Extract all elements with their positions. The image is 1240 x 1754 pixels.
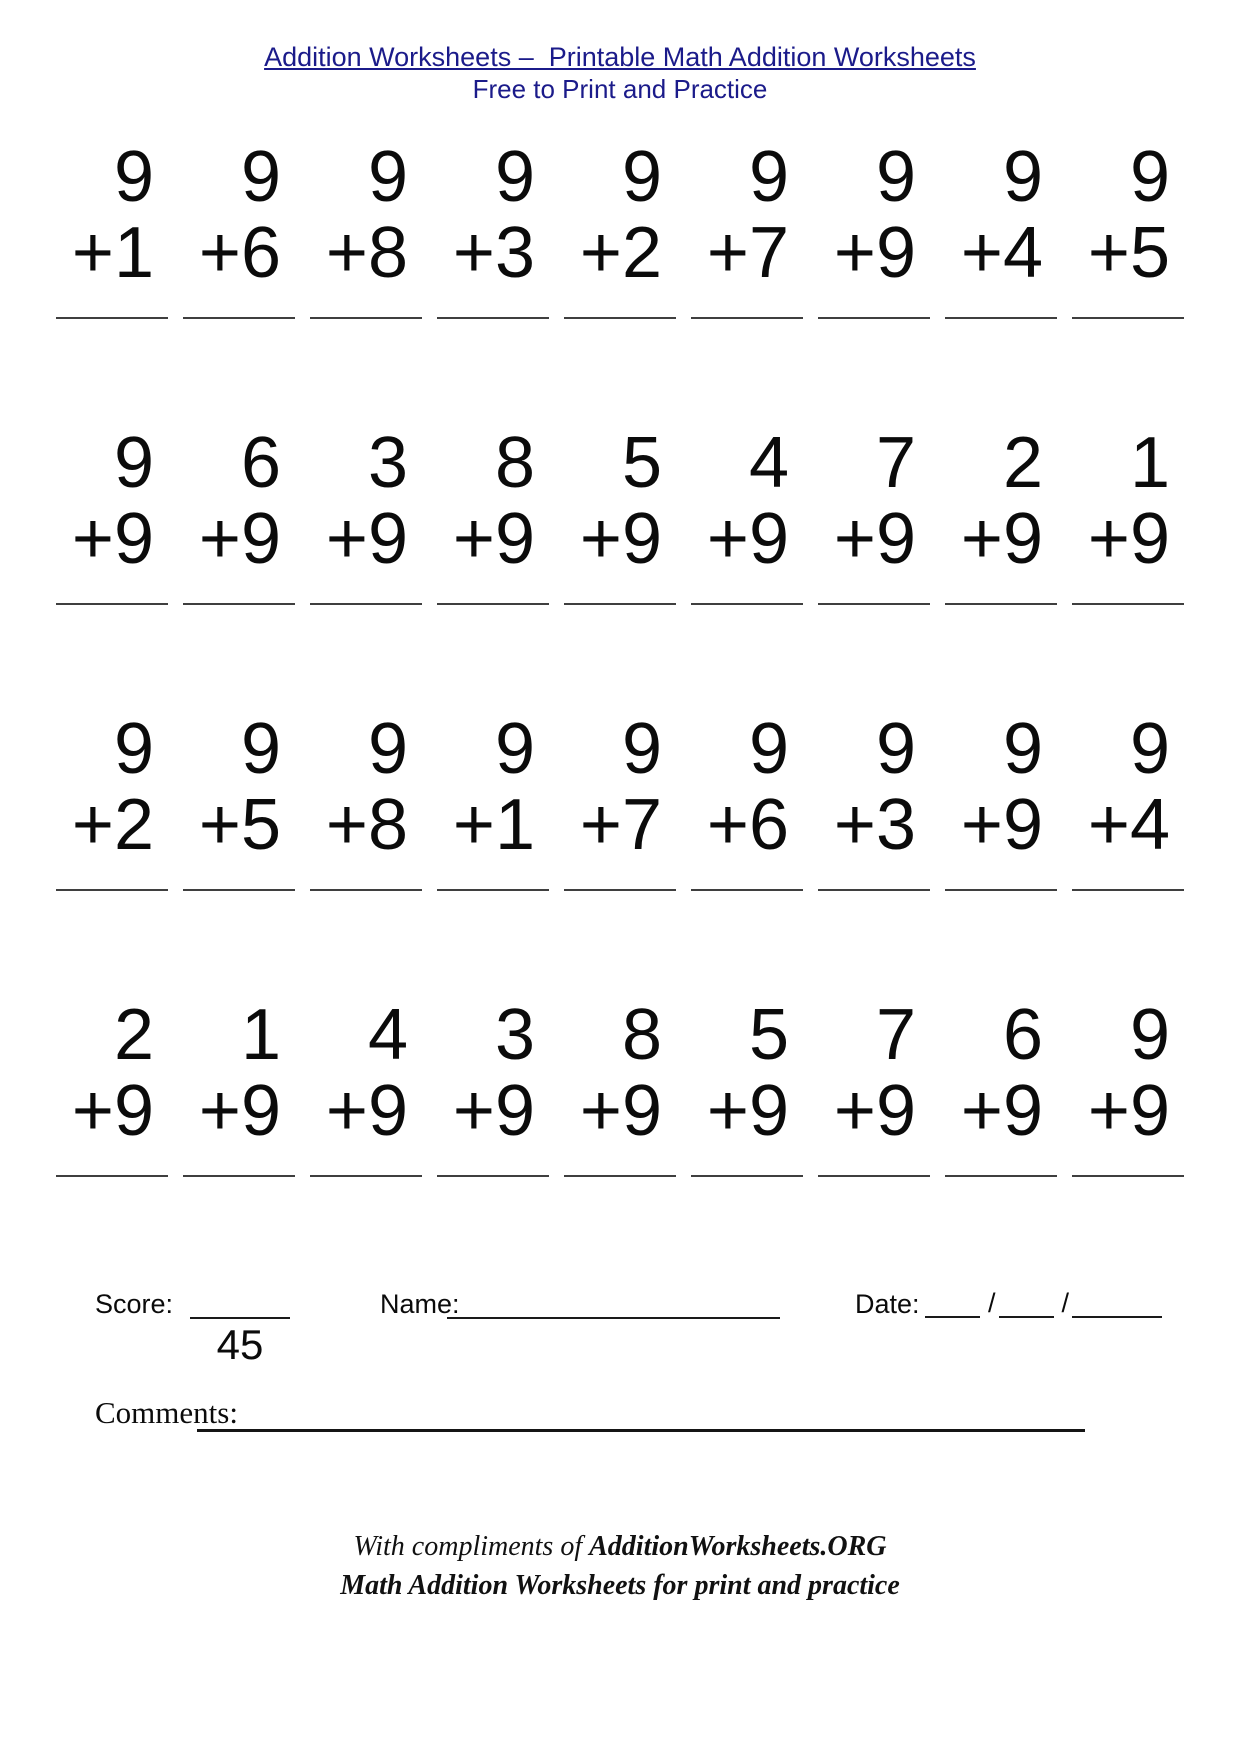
addend-bottom: 9 [875,498,916,579]
plus-sign: + [579,212,622,293]
answer-blank[interactable] [564,889,676,891]
answer-blank[interactable] [437,603,549,605]
addend-bottom-row [1072,1070,1184,1151]
answer-blank[interactable] [691,1175,803,1177]
addend-bottom-row [310,498,422,579]
addend-top: 9 [1129,994,1170,1075]
addend-top: 6 [1002,994,1043,1075]
plus-sign: + [1087,498,1130,579]
worksheet-header [0,0,1240,105]
fields-section [0,1283,1240,1483]
plus-sign: + [960,1070,1003,1151]
addend-bottom: 9 [748,1070,789,1151]
addend-top: 2 [1002,422,1043,503]
answer-blank[interactable] [691,603,803,605]
site-name: AdditionWorksheets.ORG [589,1530,887,1562]
addend-top: 4 [748,422,789,503]
addend-bottom: 4 [1129,784,1170,865]
plus-sign: + [579,498,622,579]
addition-problem [945,994,1057,1177]
plus-sign: + [706,784,749,865]
addition-problem [1072,708,1184,891]
score-label: Score: [95,1288,174,1319]
addend-top: 9 [1002,136,1043,217]
date-month-blank[interactable] [999,1282,1054,1318]
answer-blank[interactable] [437,317,549,319]
comments-blank[interactable] [197,1373,1085,1432]
addition-problem [691,708,803,891]
plus-sign: + [833,212,876,293]
addition-problem [56,422,168,605]
addition-problem [691,136,803,319]
addend-top: 9 [875,708,916,789]
answer-blank[interactable] [310,317,422,319]
addend-top: 9 [748,708,789,789]
answer-blank[interactable] [56,889,168,891]
answer-blank[interactable] [437,889,549,891]
plus-sign: + [198,498,241,579]
addition-problem [437,708,549,891]
problem-row [56,136,1184,319]
worksheet-title-link[interactable]: Addition Worksheets – Printable Math Addition Worksheets [264,42,976,72]
answer-blank[interactable] [183,603,295,605]
plus-sign: + [71,212,114,293]
addend-bottom: 9 [113,498,154,579]
plus-sign: + [452,784,495,865]
addend-bottom-row [437,1070,549,1151]
plus-sign: + [452,1070,495,1151]
addition-problem [818,422,930,605]
addend-bottom: 9 [494,1070,535,1151]
answer-blank[interactable] [310,889,422,891]
addend-bottom: 1 [113,212,154,293]
answer-blank[interactable] [818,603,930,605]
addend-bottom: 9 [621,1070,662,1151]
addition-problem [437,994,549,1177]
addend-top: 9 [113,422,154,503]
plus-sign: + [706,212,749,293]
plus-sign: + [833,784,876,865]
answer-blank[interactable] [1072,317,1184,319]
addend-top: 6 [240,422,281,503]
plus-sign: + [1087,212,1130,293]
footer-tagline: Math Addition Worksheets for print and practice [340,1569,900,1601]
addend-top: 9 [1002,708,1043,789]
addend-bottom: 9 [875,212,916,293]
addend-bottom-row [945,784,1057,865]
answer-blank[interactable] [1072,1175,1184,1177]
plus-sign: + [325,1070,368,1151]
addition-problem [564,708,676,891]
plus-sign: + [452,498,495,579]
addend-bottom-row [691,498,803,579]
addend-top: 9 [113,136,154,217]
problems-grid [56,136,1184,1177]
addend-bottom: 9 [494,498,535,579]
plus-sign: + [452,212,495,293]
answer-blank[interactable] [564,317,676,319]
worksheet-footer [0,1527,1240,1605]
addend-top: 4 [367,994,408,1075]
addend-top: 9 [748,136,789,217]
answer-blank[interactable] [691,317,803,319]
addend-bottom: 1 [494,784,535,865]
addend-top: 2 [113,994,154,1075]
plus-sign: + [71,1070,114,1151]
addend-bottom-row [1072,498,1184,579]
addend-top: 8 [621,994,662,1075]
plus-sign: + [1087,1070,1130,1151]
addend-top: 1 [1129,422,1170,503]
addend-bottom-row [691,784,803,865]
plus-sign: + [833,1070,876,1151]
answer-blank[interactable] [818,317,930,319]
addend-bottom-row [818,498,930,579]
addition-problem [818,994,930,1177]
addend-bottom: 9 [240,498,281,579]
answer-blank[interactable] [945,1175,1057,1177]
addend-bottom: 2 [113,784,154,865]
addend-top: 7 [875,422,916,503]
addend-bottom: 6 [240,212,281,293]
addend-bottom-row [945,1070,1057,1151]
problem-row [56,422,1184,605]
answer-blank[interactable] [437,1175,549,1177]
addition-problem [691,994,803,1177]
addition-problem [945,422,1057,605]
addend-bottom-row [564,498,676,579]
addend-bottom: 9 [1129,498,1170,579]
name-label: Name: [380,1288,460,1319]
addend-bottom-row [310,1070,422,1151]
addend-bottom-row [437,498,549,579]
date-separator: / [1061,1287,1070,1318]
addition-problem [1072,422,1184,605]
plus-sign: + [71,498,114,579]
addend-bottom-row [437,784,549,865]
answer-blank[interactable] [564,603,676,605]
plus-sign: + [198,784,241,865]
plus-sign: + [960,498,1003,579]
addend-bottom-row [183,212,295,293]
footer-compliments-line [0,1527,1240,1566]
addend-bottom-row [818,212,930,293]
addend-bottom: 8 [367,212,408,293]
answer-blank[interactable] [945,889,1057,891]
answer-blank[interactable] [183,1175,295,1177]
addend-bottom: 9 [367,1070,408,1151]
addend-bottom-row [437,212,549,293]
date-separator: / [988,1287,996,1318]
addition-problem [564,422,676,605]
name-blank[interactable] [447,1283,780,1319]
addend-bottom-row [183,1070,295,1151]
addition-problem [437,422,549,605]
addition-problem [183,994,295,1177]
addend-top: 9 [875,136,916,217]
addend-top: 3 [367,422,408,503]
addition-problem [310,136,422,319]
addend-top: 9 [240,708,281,789]
addend-bottom-row [945,212,1057,293]
addend-top: 9 [113,708,154,789]
addition-problem [437,136,549,319]
addend-bottom: 8 [367,784,408,865]
addend-top: 8 [494,422,535,503]
addend-bottom-row [818,1070,930,1151]
plus-sign: + [325,498,368,579]
addend-bottom: 9 [875,1070,916,1151]
addend-bottom: 9 [1002,784,1043,865]
answer-blank[interactable] [1072,603,1184,605]
worksheet-subtitle: Free to Print and Practice [472,73,768,104]
addend-bottom-row [564,1070,676,1151]
plus-sign: + [579,1070,622,1151]
addend-top: 5 [621,422,662,503]
addition-problem [56,136,168,319]
addend-top: 9 [367,708,408,789]
answer-blank[interactable] [945,317,1057,319]
addend-bottom-row [310,212,422,293]
addend-bottom: 2 [621,212,662,293]
addition-problem [945,136,1057,319]
addend-top: 9 [621,708,662,789]
date-year-blank[interactable] [1072,1282,1162,1318]
plus-sign: + [579,784,622,865]
answer-blank[interactable] [56,603,168,605]
answer-blank[interactable] [310,1175,422,1177]
answer-blank[interactable] [818,1175,930,1177]
problem-row [56,994,1184,1177]
plus-sign: + [325,784,368,865]
score-blank[interactable] [190,1283,290,1319]
answer-blank[interactable] [56,317,168,319]
addend-bottom-row [1072,784,1184,865]
addend-bottom-row [183,498,295,579]
addition-problem [183,136,295,319]
plus-sign: + [706,1070,749,1151]
addend-bottom: 7 [748,212,789,293]
addend-top: 9 [1129,708,1170,789]
answer-blank[interactable] [691,889,803,891]
addend-bottom-row [691,1070,803,1151]
addition-problem [56,708,168,891]
addend-bottom: 9 [748,498,789,579]
addition-problem [183,422,295,605]
problem-row [56,708,1184,891]
addend-top: 9 [494,708,535,789]
answer-blank[interactable] [564,1175,676,1177]
addend-top: 9 [621,136,662,217]
addend-top: 9 [240,136,281,217]
addend-bottom-row [183,784,295,865]
addend-top: 5 [748,994,789,1075]
addition-problem [564,136,676,319]
addition-problem [1072,136,1184,319]
answer-blank[interactable] [818,889,930,891]
plus-sign: + [325,212,368,293]
addition-problem [310,708,422,891]
plus-sign: + [960,212,1003,293]
addend-top: 3 [494,994,535,1075]
addend-bottom-row [1072,212,1184,293]
addend-top: 7 [875,994,916,1075]
answer-blank[interactable] [1072,889,1184,891]
addition-problem [1072,994,1184,1177]
addition-problem [183,708,295,891]
comments-label: Comments: [95,1394,238,1430]
plus-sign: + [198,1070,241,1151]
addition-problem [310,994,422,1177]
addend-bottom: 9 [1002,1070,1043,1151]
answer-blank[interactable] [56,1175,168,1177]
answer-blank[interactable] [183,889,295,891]
plus-sign: + [1087,784,1130,865]
addition-problem [564,994,676,1177]
plus-sign: + [71,784,114,865]
plus-sign: + [833,498,876,579]
addition-problem [818,136,930,319]
addend-bottom: 9 [1002,498,1043,579]
addend-top: 9 [367,136,408,217]
score-value: 45 [216,1320,264,1368]
answer-blank[interactable] [183,317,295,319]
compliments-text: With compliments of [353,1530,590,1562]
addend-bottom: 5 [1129,212,1170,293]
addend-bottom-row [564,784,676,865]
addend-bottom-row [56,212,168,293]
addend-bottom: 7 [621,784,662,865]
addend-top: 9 [494,136,535,217]
addition-problem [310,422,422,605]
plus-sign: + [960,784,1003,865]
addend-bottom: 9 [240,1070,281,1151]
addend-bottom: 9 [621,498,662,579]
addend-bottom-row [691,212,803,293]
date-group [925,1283,1162,1318]
plus-sign: + [706,498,749,579]
addend-bottom-row [564,212,676,293]
answer-blank[interactable] [310,603,422,605]
addend-bottom-row [56,784,168,865]
addend-bottom: 5 [240,784,281,865]
plus-sign: + [198,212,241,293]
answer-blank[interactable] [945,603,1057,605]
date-label: Date: [855,1288,920,1319]
addend-top: 9 [1129,136,1170,217]
addend-bottom: 6 [748,784,789,865]
addend-bottom-row [310,784,422,865]
addend-bottom-row [945,498,1057,579]
addition-problem [945,708,1057,891]
addend-bottom-row [56,498,168,579]
addend-bottom: 3 [494,212,535,293]
addend-top: 1 [240,994,281,1075]
addend-bottom: 3 [875,784,916,865]
addend-bottom-row [818,784,930,865]
addend-bottom: 4 [1002,212,1043,293]
addend-bottom: 9 [367,498,408,579]
addition-problem [818,708,930,891]
date-day-blank[interactable] [925,1282,980,1318]
addend-bottom: 9 [1129,1070,1170,1151]
addition-problem [691,422,803,605]
addition-problem [56,994,168,1177]
addend-bottom-row [56,1070,168,1151]
addend-bottom: 9 [113,1070,154,1151]
